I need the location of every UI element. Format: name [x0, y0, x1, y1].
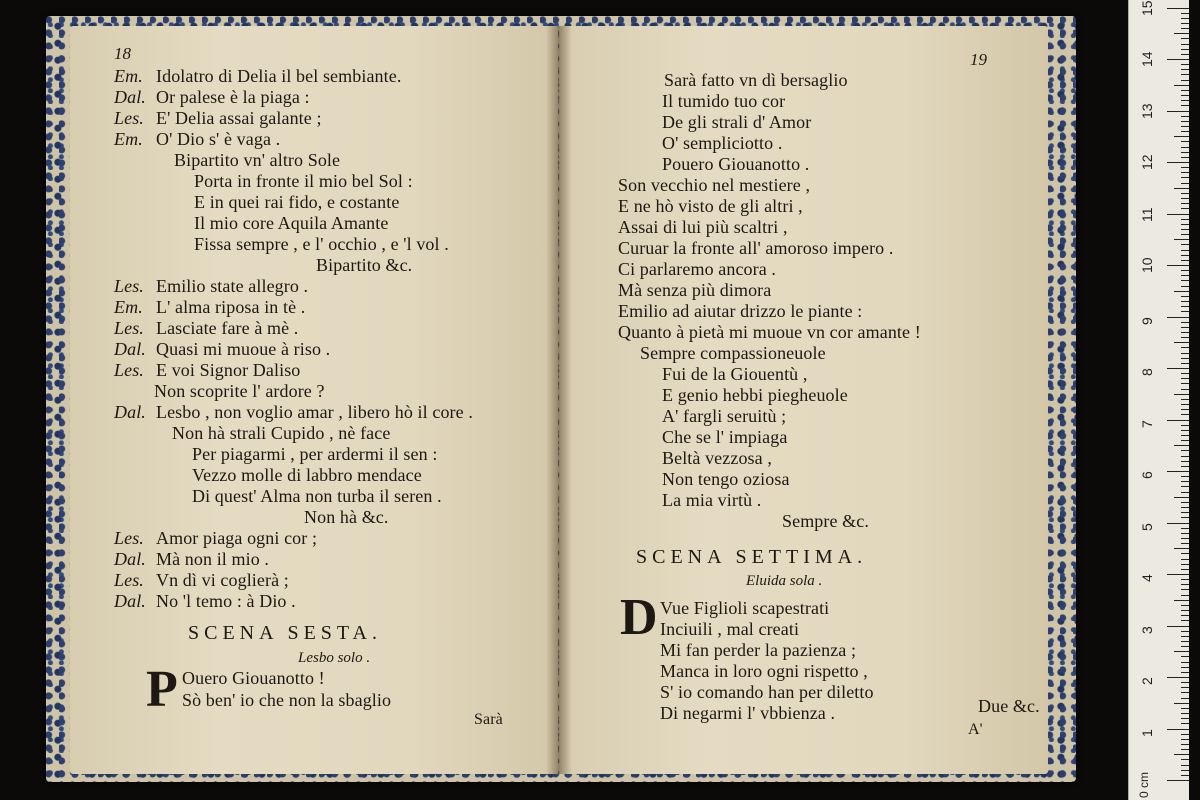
ruler-tick	[1181, 121, 1189, 122]
ruler-number: 7	[1139, 419, 1155, 428]
verse-line	[192, 486, 442, 506]
ruler-tick	[1181, 90, 1189, 91]
ruler-tick	[1181, 322, 1189, 323]
line-text: Idolatro di Delia il bel sembiante.	[156, 66, 402, 86]
line-text: No 'l temo : à Dio .	[156, 591, 296, 611]
ruler-tick	[1181, 54, 1189, 55]
ruler-tick	[1174, 342, 1189, 343]
line-text: Bipartito &c.	[316, 255, 413, 275]
ruler-tick	[1181, 584, 1189, 585]
verse-line: Beltà vezzosa ,	[662, 448, 772, 468]
ruler-tick	[1181, 476, 1189, 477]
ruler-tick	[1181, 64, 1189, 65]
speaker-label: Dal.	[114, 87, 146, 107]
ruler-number: 8	[1139, 368, 1155, 376]
book-gutter	[546, 26, 572, 774]
ruler-tick	[1181, 759, 1189, 760]
ruler-tick	[1181, 456, 1189, 457]
ruler-tick	[1181, 461, 1189, 462]
ruler-tick	[1181, 589, 1189, 590]
scene-title: SCENA SESTA.	[188, 622, 382, 644]
verse-line: Fui de la Giouentù ,	[662, 364, 808, 384]
verse-line	[174, 150, 340, 170]
line-text: Il mio core Aquila Amante	[194, 213, 389, 233]
ruler-tick	[1181, 389, 1189, 390]
ruler-tick	[1181, 131, 1189, 132]
line-text: Non scoprite l' ardore ?	[154, 381, 325, 401]
speaker-label: Dal.	[114, 549, 146, 569]
line-text: E voi Signor Daliso	[156, 360, 301, 380]
dialogue-line	[114, 570, 289, 590]
ruler-tick	[1181, 13, 1189, 14]
ruler-tick	[1181, 260, 1189, 261]
ruler-tick	[1167, 265, 1189, 266]
ruler-tick	[1167, 368, 1189, 369]
ruler-tick	[1174, 754, 1189, 755]
measuring-ruler	[1128, 0, 1189, 800]
ruler-tick	[1181, 100, 1189, 101]
ruler-tick	[1181, 38, 1189, 39]
verse-line: Son vecchio nel mestiere ,	[618, 175, 811, 195]
ruler-tick	[1181, 399, 1189, 400]
ruler-tick	[1174, 497, 1189, 498]
verse-line	[172, 423, 390, 443]
ruler-tick	[1181, 383, 1189, 384]
verse-line: Quanto à pietà mi muoue vn cor amante !	[618, 322, 921, 342]
ruler-tick	[1181, 327, 1189, 328]
ruler-tick	[1181, 126, 1189, 127]
verse-line: La mia virtù .	[662, 490, 762, 510]
ruler-tick	[1181, 172, 1189, 173]
ruler-tick	[1174, 239, 1189, 240]
ruler-tick	[1167, 317, 1189, 318]
ruler-tick	[1181, 466, 1189, 467]
ruler-tick	[1181, 275, 1189, 276]
verse-line: Emilio ad aiutar drizzo le piante :	[618, 301, 863, 321]
ruler-tick	[1181, 353, 1189, 354]
dialogue-line	[114, 318, 298, 338]
ruler-tick	[1174, 548, 1189, 549]
ruler-tick	[1181, 141, 1189, 142]
verse-line	[192, 465, 422, 485]
ruler-tick	[1181, 765, 1189, 766]
dialogue-line	[114, 360, 300, 380]
text-line: Sò ben' io che non la sbaglio	[182, 690, 392, 710]
ruler-tick	[1181, 610, 1189, 611]
left-page	[70, 26, 558, 774]
line-text: Non hà strali Cupido , nè face	[172, 423, 391, 443]
ruler-tick	[1167, 111, 1189, 112]
line-text: Vn dì vi coglierà ;	[156, 570, 289, 590]
ruler-tick	[1181, 28, 1189, 29]
ruler-tick	[1174, 188, 1189, 189]
scene-subtitle: Eluida sola .	[746, 573, 823, 589]
speaker-label: Dal.	[114, 339, 146, 359]
ruler-tick	[1181, 409, 1189, 410]
ruler-tick	[1167, 780, 1189, 781]
ruler-tick	[1181, 337, 1189, 338]
speaker-label: Les.	[114, 318, 144, 338]
verse-line	[194, 192, 399, 212]
verse-line: Curuar la fronte all' amoroso impero .	[618, 238, 894, 258]
verse-line: Pouero Giouanotto .	[662, 154, 810, 174]
ruler-tick	[1181, 270, 1189, 271]
ruler-tick	[1181, 734, 1189, 735]
ruler-tick	[1181, 687, 1189, 688]
ruler-tick	[1167, 523, 1189, 524]
ruler-tick	[1181, 378, 1189, 379]
ruler-tick	[1181, 301, 1189, 302]
ruler-tick	[1174, 445, 1189, 446]
page-number: 19	[970, 50, 987, 69]
ruler-number: 6	[1139, 471, 1155, 479]
text-line: Ouero Giouanotto !	[182, 668, 325, 688]
line-text: Quasi mi muoue à riso .	[156, 339, 331, 359]
ruler-tick	[1181, 414, 1189, 415]
scene-subtitle: Lesbo solo .	[298, 650, 371, 666]
ruler-tick	[1181, 280, 1189, 281]
ruler-tick	[1181, 44, 1189, 45]
line-text: Per piagarmi , per ardermi il sen :	[192, 444, 438, 464]
ruler-tick	[1181, 708, 1189, 709]
speaker-label: Dal.	[114, 591, 146, 611]
ruler-tick	[1181, 435, 1189, 436]
line-text: Porta in fronte il mio bel Sol :	[194, 171, 413, 191]
ruler-tick	[1181, 517, 1189, 518]
line-text: O' Dio s' è vaga .	[156, 129, 281, 149]
ruler-tick	[1181, 502, 1189, 503]
ruler-tick	[1181, 157, 1189, 158]
ruler-tick	[1181, 718, 1189, 719]
ruler-number: 13	[1139, 102, 1155, 119]
ruler-tick	[1181, 95, 1189, 96]
speaker-label: Les.	[114, 528, 144, 548]
ruler-tick	[1181, 234, 1189, 235]
dialogue-line	[114, 276, 308, 296]
verse-line	[154, 381, 325, 401]
ruler-tick	[1181, 69, 1189, 70]
verse-line: Mà senza più dimora	[618, 280, 772, 300]
ruler-number: 10	[1139, 257, 1155, 273]
ruler-tick	[1181, 672, 1189, 673]
ruler-tick	[1181, 770, 1189, 771]
ruler-tick	[1181, 481, 1189, 482]
ruler-tick	[1167, 471, 1189, 472]
ruler-tick	[1181, 723, 1189, 724]
ruler-tick	[1167, 162, 1189, 163]
ruler-tick	[1181, 662, 1189, 663]
ruler-tick	[1181, 595, 1189, 596]
ruler-number: 15	[1139, 0, 1155, 16]
ruler-tick	[1181, 244, 1189, 245]
ruler-tick	[1181, 682, 1189, 683]
ruler-number: 1	[1139, 728, 1155, 737]
ruler-tick	[1181, 646, 1189, 647]
ruler-tick	[1174, 394, 1189, 395]
verse-line: Il tumido tuo cor	[662, 91, 786, 111]
ruler-tick	[1181, 569, 1189, 570]
drop-cap: P	[146, 661, 178, 718]
drop-cap: D	[620, 589, 658, 646]
speaker-label: Les.	[114, 108, 144, 128]
text-line: Mi fan perder la pazienza ;	[660, 640, 857, 660]
ruler-tick	[1174, 85, 1189, 86]
ruler-tick	[1181, 18, 1189, 19]
ruler-number: 11	[1139, 206, 1155, 222]
dialogue-line	[114, 87, 310, 107]
ruler-tick	[1181, 347, 1189, 348]
speaker-label: Les.	[114, 276, 144, 296]
ruler-tick	[1181, 492, 1189, 493]
ruler-tick	[1181, 615, 1189, 616]
ruler-tick	[1181, 713, 1189, 714]
ruler-tick	[1181, 692, 1189, 693]
line-text: Or palese è la piaga :	[156, 87, 310, 107]
ruler-tick	[1181, 152, 1189, 153]
ruler-tick	[1181, 80, 1189, 81]
ruler-tick	[1181, 543, 1189, 544]
verse-line: A' fargli seruitù ;	[662, 406, 787, 426]
line-text: E' Delia assai galante ;	[156, 108, 322, 128]
dialogue-line	[114, 66, 401, 86]
line-text: L' alma riposa in tè .	[156, 297, 306, 317]
refrain: Due &c.	[978, 696, 1040, 716]
ruler-tick	[1181, 363, 1189, 364]
ruler-tick	[1181, 636, 1189, 637]
speaker-label: Les.	[114, 570, 144, 590]
text-line: Inciuili , mal creati	[660, 619, 800, 639]
verse-line: Sarà fatto vn dì bersaglio	[664, 70, 848, 90]
catchword: A'	[968, 721, 983, 738]
ruler-tick	[1181, 579, 1189, 580]
ruler-tick	[1181, 512, 1189, 513]
ruler-tick	[1181, 631, 1189, 632]
ruler-tick	[1174, 33, 1189, 34]
line-text: Lesbo , non voglio amar , libero hò il core .	[156, 402, 473, 422]
ruler-tick	[1181, 744, 1189, 745]
line-text: Fissa sempre , e l' occhio , e 'l vol .	[194, 234, 449, 254]
ruler-tick	[1181, 49, 1189, 50]
speaker-label: Les.	[114, 360, 144, 380]
ruler-tick	[1181, 224, 1189, 225]
ruler-tick	[1181, 193, 1189, 194]
ruler-tick	[1181, 404, 1189, 405]
ruler-tick	[1181, 286, 1189, 287]
ruler-tick	[1181, 250, 1189, 251]
ruler-tick	[1167, 677, 1189, 678]
ruler-number: 3	[1139, 625, 1155, 634]
dialogue-line	[114, 591, 296, 611]
ruler-tick	[1181, 296, 1189, 297]
ruler-tick	[1181, 486, 1189, 487]
text-line: Di negarmi l' vbbienza .	[660, 703, 836, 723]
line-text: E in quei rai fido, e costante	[194, 192, 400, 212]
dialogue-line	[114, 129, 280, 149]
ruler-tick	[1167, 214, 1189, 215]
ruler-tick	[1181, 116, 1189, 117]
text-line: Manca in loro ogni rispetto ,	[660, 661, 868, 681]
ruler-tick	[1167, 8, 1189, 9]
ruler-tick	[1181, 255, 1189, 256]
dialogue-line	[114, 339, 330, 359]
line-text: Amor piaga ogni cor ;	[156, 528, 318, 548]
speaker-label: Em.	[114, 129, 143, 149]
ruler-tick	[1174, 600, 1189, 601]
verse-line: Che se l' impiaga	[662, 427, 788, 447]
line-text: Non hà &c.	[304, 507, 389, 527]
ruler-tick	[1174, 291, 1189, 292]
verse-line	[194, 234, 449, 254]
ruler-tick	[1181, 208, 1189, 209]
ruler-number: 5	[1139, 522, 1155, 531]
ruler-tick	[1181, 425, 1189, 426]
ruler-tick	[1181, 440, 1189, 441]
ruler-tick	[1181, 373, 1189, 374]
ruler-tick	[1181, 559, 1189, 560]
catchword: Sarà	[474, 711, 503, 728]
ruler-tick	[1181, 538, 1189, 539]
verse-line: Non tengo oziosa	[662, 469, 790, 489]
ruler-tick	[1174, 651, 1189, 652]
ruler-tick	[1181, 564, 1189, 565]
ruler-tick	[1174, 703, 1189, 704]
ruler-tick	[1181, 605, 1189, 606]
ruler-number: 12	[1139, 154, 1155, 170]
verse-line	[316, 255, 412, 275]
ruler-tick	[1181, 311, 1189, 312]
ruler-tick	[1167, 420, 1189, 421]
line-text: Di quest' Alma non turba il seren .	[192, 486, 442, 506]
ruler-tick	[1181, 698, 1189, 699]
ruler-tick	[1181, 203, 1189, 204]
dialogue-line	[114, 402, 473, 422]
ruler-unit: 0 cm	[1137, 771, 1151, 798]
ruler-tick	[1181, 332, 1189, 333]
ruler-tick	[1167, 59, 1189, 60]
scene-title: SCENA SETTIMA.	[636, 546, 868, 568]
ruler-tick	[1181, 450, 1189, 451]
verse-line: Ci parlaremo ancora .	[618, 259, 777, 279]
verse-line	[194, 213, 388, 233]
ruler-tick	[1181, 641, 1189, 642]
ruler-tick	[1181, 183, 1189, 184]
verse-line: Sempre &c.	[782, 511, 869, 531]
dialogue-line	[114, 108, 322, 128]
line-text: Emilio state allegro .	[156, 276, 309, 296]
ruler-tick	[1181, 358, 1189, 359]
ruler-tick	[1181, 749, 1189, 750]
ruler-tick	[1181, 23, 1189, 24]
verse-line: O' sempliciotto .	[662, 133, 783, 153]
ruler-tick	[1167, 626, 1189, 627]
speaker-label: Dal.	[114, 402, 146, 422]
ruler-tick	[1181, 775, 1189, 776]
ruler-tick	[1181, 507, 1189, 508]
right-page	[560, 26, 1048, 774]
ruler-tick	[1181, 533, 1189, 534]
verse-line: E genio hebbi pieghеuole	[662, 385, 848, 405]
ruler-tick	[1181, 739, 1189, 740]
verse-line	[194, 171, 413, 191]
ruler-number: 2	[1139, 677, 1155, 685]
verse-line: Assai di lui più scaltri ,	[618, 217, 788, 237]
ruler-tick	[1174, 136, 1189, 137]
ruler-tick	[1181, 167, 1189, 168]
dialogue-line	[114, 297, 305, 317]
page-number: 18	[114, 44, 131, 63]
ruler-tick	[1181, 229, 1189, 230]
ruler-tick	[1181, 656, 1189, 657]
line-text: Mà non il mio .	[156, 549, 269, 569]
verse-line: De gli strali d' Amor	[662, 112, 812, 132]
dialogue-line	[114, 528, 317, 548]
ruler-tick	[1181, 177, 1189, 178]
line-text: Bipartito vn' altro Sole	[174, 150, 341, 170]
ruler-tick	[1181, 219, 1189, 220]
speaker-label: Em.	[114, 66, 143, 86]
ruler-tick	[1181, 147, 1189, 148]
ruler-number: 9	[1139, 316, 1155, 325]
line-text: Vezzo molle di labbro mendace	[192, 465, 422, 485]
ruler-tick	[1181, 306, 1189, 307]
verse-line	[192, 444, 437, 464]
ruler-number: 14	[1139, 51, 1155, 67]
ruler-tick	[1181, 620, 1189, 621]
ruler-tick	[1181, 74, 1189, 75]
ruler-tick	[1181, 105, 1189, 106]
ruler-tick	[1181, 528, 1189, 529]
text-line: S' io comando han per diletto	[660, 682, 874, 702]
dialogue-line	[114, 549, 269, 569]
line-text: Lasciate fare à mè .	[156, 318, 299, 338]
ruler-tick	[1181, 553, 1189, 554]
speaker-label: Em.	[114, 297, 143, 317]
ruler-tick	[1167, 729, 1189, 730]
ruler-tick	[1167, 574, 1189, 575]
text-line: Vue Figlioli scapestrati	[660, 598, 830, 618]
ruler-number: 4	[1139, 574, 1155, 582]
verse-line: E ne hò visto de gli altri ,	[618, 196, 803, 216]
verse-line: Sempre compassioneuole	[640, 343, 826, 363]
ruler-tick	[1181, 430, 1189, 431]
ruler-tick	[1181, 198, 1189, 199]
ruler-tick	[1181, 667, 1189, 668]
verse-line	[304, 507, 388, 527]
